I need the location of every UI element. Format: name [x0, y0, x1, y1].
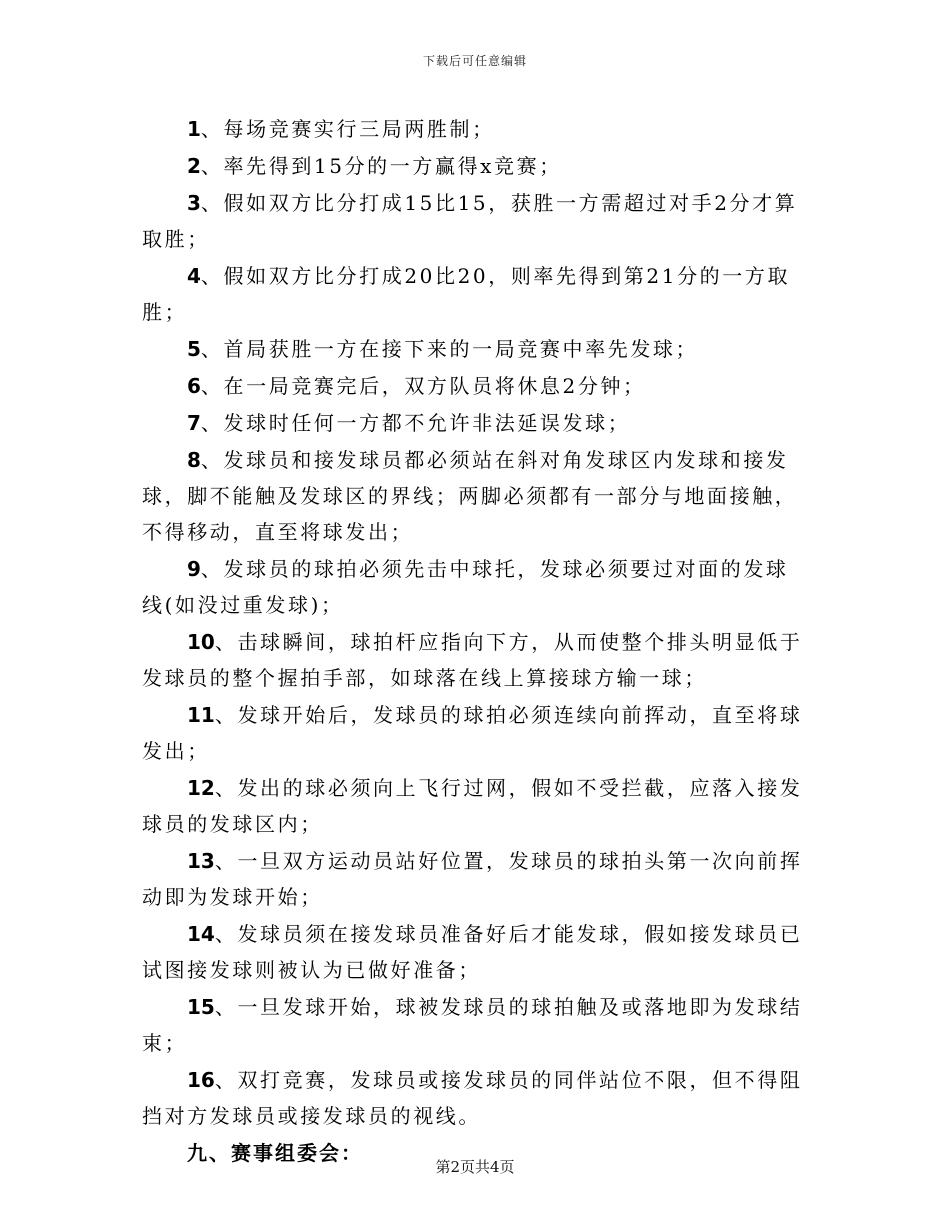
- document-body: [142, 111, 807, 1171]
- rule-number: 11: [187, 703, 215, 727]
- rule-number: 16: [187, 1068, 215, 1092]
- rule-text: 、击球瞬间，球拍杆应指向下方，从而使整个排头明显低于发球员的整个握拍手部，如球落在线上算接球方输一球；: [142, 630, 803, 690]
- rule-text: 、在一局竞赛完后，双方队员将休息2分钟；: [200, 374, 646, 398]
- rule-text: 、首局获胜一方在接下来的一局竞赛中率先发球；: [200, 337, 699, 361]
- rule-text: 、率先得到15分的一方赢得x竞赛；: [200, 154, 562, 178]
- rule-number: 2: [187, 154, 201, 178]
- rule-text: 、一旦发球开始，球被发球员的球拍触及或落地即为发球结束；: [142, 995, 803, 1055]
- rule-number: 8: [187, 448, 201, 472]
- rule-text: 、发球员和接发球员都必须站在斜对角发球区内发球和接发球，脚不能触及发球区的界线；两脚必须都有一部分与地面接触，不得移动，直至将球发出；: [142, 448, 798, 544]
- rule-number: 7: [187, 411, 201, 435]
- section-heading: 九、赛事组委会：: [187, 1141, 363, 1165]
- page-header: 下载后可任意编辑: [422, 54, 527, 68]
- rule-number: 1: [187, 117, 201, 141]
- rule-item: [142, 258, 807, 330]
- rule-text: 、假如双方比分打成15比15，获胜一方需超过对手2分才算取胜；: [142, 191, 798, 251]
- rule-item: [142, 989, 807, 1061]
- rule-number: 13: [187, 849, 215, 873]
- rule-item: [142, 1062, 807, 1134]
- rule-text: 、假如双方比分打成20比20，则率先得到第21分的一方取胜；: [142, 264, 791, 324]
- rule-item: [142, 185, 807, 257]
- rule-text: 、一旦双方运动员站好位置，发球员的球拍头第一次向前挥动即为发球开始；: [142, 849, 803, 909]
- rule-item: [142, 624, 807, 696]
- rule-item: [142, 551, 807, 623]
- rule-item: [142, 148, 807, 184]
- rule-item: [142, 843, 807, 915]
- rule-item: [142, 697, 807, 769]
- rule-number: 4: [187, 264, 201, 288]
- rule-item: [142, 368, 807, 404]
- page-footer: 第2页共4页: [435, 1158, 515, 1176]
- rule-number: 14: [187, 922, 215, 946]
- rule-number: 9: [187, 557, 201, 581]
- rule-item: [142, 111, 807, 147]
- rule-number: 6: [187, 374, 201, 398]
- rule-number: 3: [187, 191, 201, 215]
- rule-text: 、发出的球必须向上飞行过网，假如不受拦截，应落入接发球员的发球区内；: [142, 776, 803, 836]
- rule-number: 15: [187, 995, 215, 1019]
- rule-text: 、发球员的球拍必须先击中球托，发球必须要过对面的发球线(如没过重发球)；: [142, 557, 789, 617]
- rule-item: [142, 916, 807, 988]
- rule-text: 、双打竞赛，发球员或接发球员的同伴站位不限，但不得阻挡对方发球员或接发球员的视线。: [142, 1068, 803, 1128]
- rule-text: 、发球员须在接发球员准备好后才能发球，假如接发球员已试图接发球则被认为已做好准备；: [142, 922, 803, 982]
- rule-text: 、每场竞赛实行三局两胜制；: [200, 117, 495, 141]
- rule-number: 5: [187, 337, 201, 361]
- rule-number: 12: [187, 776, 215, 800]
- rule-item: [142, 331, 807, 367]
- rule-item: [142, 405, 807, 441]
- rule-item: [142, 442, 807, 550]
- rule-text: 、发球时任何一方都不允许非法延误发球；: [200, 411, 631, 435]
- rule-number: 10: [187, 630, 215, 654]
- rule-text: 、发球开始后，发球员的球拍必须连续向前挥动，直至将球发出；: [142, 703, 803, 763]
- rule-item: [142, 770, 807, 842]
